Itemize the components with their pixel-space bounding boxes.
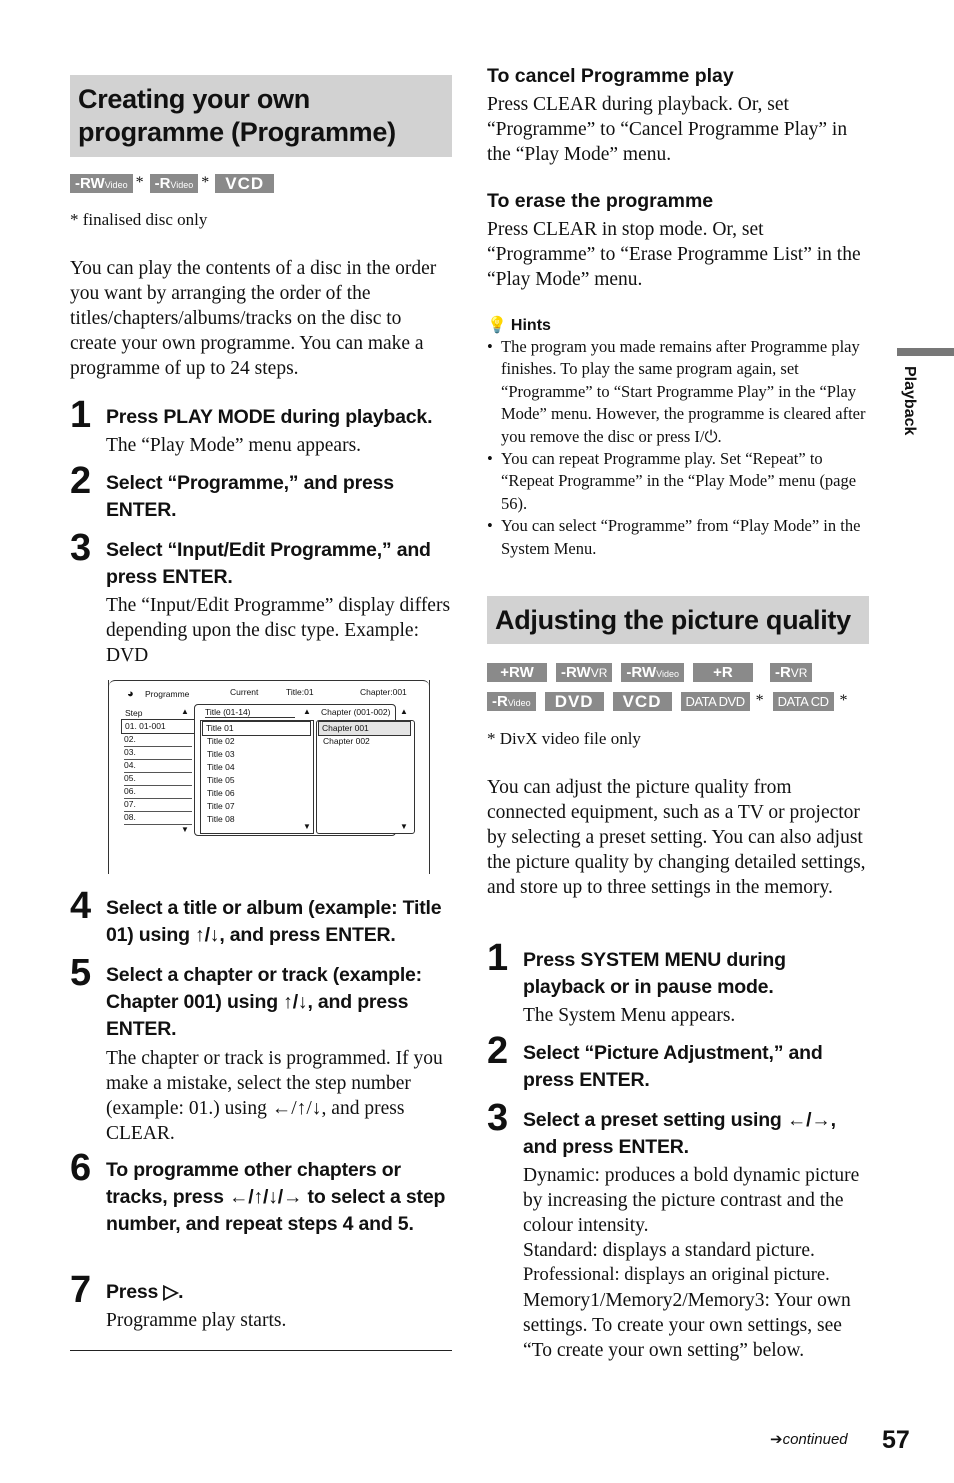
chapter-up-arrow-icon: ▲ <box>400 707 408 716</box>
step-number: 5 <box>70 952 92 994</box>
disc-badge-vcd: VCD <box>613 692 672 711</box>
step-item[interactable]: 03. <box>124 746 192 760</box>
preset-memory: Memory1/Memory2/Memory3: Your own settings. To create your own settings, see “To create your own setting” below. <box>523 1290 851 1361</box>
footnote-star: * <box>201 174 210 191</box>
disc-badges-programme <box>70 174 274 193</box>
disc-badge-r-vr: -R VR <box>770 663 813 682</box>
hint-item: • You can repeat Programme play. Set “Repeat” to “Repeat Programme” in the “Play Mode” menu (page 56). <box>487 448 867 515</box>
hints-list <box>487 336 867 560</box>
step-item[interactable]: 04. <box>124 759 192 773</box>
step-title: Select a chapter or track (example: Chapter 001) using ↑/↓, and press ENTER. <box>106 964 422 1040</box>
screen-current-chapter: Chapter:001 <box>360 687 407 697</box>
step-title: Press SYSTEM MENU during playback or in pause mode. <box>523 949 786 998</box>
disc-badge-rw-vr: -RW VR <box>556 663 612 682</box>
disc-badges-row2 <box>487 692 848 711</box>
footnote-star: * <box>135 174 144 191</box>
step-title: Select “Input/Edit Programme,” and press ENTER. <box>106 539 431 588</box>
chapter-item[interactable]: Chapter 002 <box>323 736 370 746</box>
title-item[interactable]: Title 08 <box>207 814 235 824</box>
cancel-programme-heading: To cancel Programme play <box>487 65 734 87</box>
step-body: The “Play Mode” menu appears. <box>106 435 362 456</box>
step-item-selected[interactable]: 01. 01-001 <box>121 719 196 734</box>
step-number: 1 <box>487 937 509 979</box>
preset-dynamic: Dynamic: produces a bold dynamic picture by increasing the picture contrast and the colour intensity. <box>523 1165 860 1236</box>
disc-badge-rw-video: -RW Video <box>621 663 684 682</box>
side-tab-label: Playback <box>901 366 918 436</box>
step-body: The chapter or track is programmed. If you make a mistake, select the step number (example: 01.) using ←/↑/↓, and press CLEAR. <box>106 1048 443 1144</box>
title-list-header: Title (01-14) <box>205 707 295 718</box>
step-item[interactable]: 08. <box>124 811 192 825</box>
step-number: 7 <box>70 1269 92 1311</box>
step-item[interactable]: 06. <box>124 785 192 799</box>
chapter-down-arrow-icon: ▼ <box>400 822 408 831</box>
step-down-arrow-icon: ▼ <box>181 825 189 834</box>
disc-badge-data-dvd: DATA DVD <box>681 692 750 711</box>
step-item[interactable]: 07. <box>124 798 192 812</box>
footnote-divx: * DivX video file only <box>487 729 641 748</box>
cancel-programme-text: Press CLEAR during playback. Or, set “Programme” to “Cancel Programme Play” in the “Play Mode” menu. <box>487 94 848 165</box>
title-item[interactable]: Title 03 <box>207 749 235 759</box>
preset-professional: Professional: displays an original picture. <box>523 1265 830 1285</box>
step-body: The System Menu appears. <box>523 1005 736 1026</box>
step-number: 2 <box>487 1030 509 1072</box>
footnote-star: * <box>839 692 848 709</box>
hint-item: • You can select “Programme” from “Play Mode” in the System Menu. <box>487 515 867 560</box>
screen-current-title: Title:01 <box>286 687 314 697</box>
step-body: The “Input/Edit Programme” display differs depending upon the disc type. Example: DVD <box>106 595 451 666</box>
preset-standard: Standard: displays a standard picture. <box>523 1240 815 1261</box>
column-end-rule <box>70 1350 452 1351</box>
step-number: 3 <box>70 527 92 569</box>
step-title: Select “Programme,” and press ENTER. <box>106 472 394 521</box>
disc-badge-plus-r: +R <box>693 663 753 682</box>
disc-badge-data-cd: DATA CD <box>773 692 834 711</box>
title-item[interactable]: Title 06 <box>207 788 235 798</box>
step-number: 4 <box>70 885 92 927</box>
programme-screen-illustration <box>108 680 430 874</box>
continued-indicator: ➔continued <box>770 1430 848 1448</box>
title-item[interactable]: Title 07 <box>207 801 235 811</box>
title-item[interactable]: Title 05 <box>207 775 235 785</box>
preset-descriptions <box>523 1163 869 1363</box>
step-title: To programme other chapters or tracks, press ←/↑/↓/→ to select a step number, and repeat steps 4 and 5. <box>106 1159 446 1235</box>
title-list-panel <box>194 704 408 836</box>
step-list <box>121 719 193 829</box>
hints-heading: 💡 Hints <box>487 315 551 334</box>
erase-programme-text: Press CLEAR in stop mode. Or, set “Programme” to “Erase Programme List” in the “Play Mode” menu. <box>487 219 861 290</box>
section-heading-picture-quality: Adjusting the picture quality <box>487 596 869 644</box>
arrow-right-icon: ➔ <box>770 1430 783 1448</box>
step-number: 2 <box>70 460 92 502</box>
title-item-selected[interactable]: Title 01 <box>202 721 311 736</box>
step-title: Select a preset setting using ←/→, and press ENTER. <box>523 1109 836 1158</box>
title-down-arrow-icon: ▼ <box>303 822 311 831</box>
step-number: 1 <box>70 394 92 436</box>
step-title: Select a title or album (example: Title 01) using ↑/↓, and press ENTER. <box>106 897 442 946</box>
title-item[interactable]: Title 02 <box>207 736 235 746</box>
erase-programme-heading: To erase the programme <box>487 190 714 212</box>
lightbulb-icon: 💡 <box>487 315 507 334</box>
side-tab-marker <box>897 348 954 356</box>
chapter-item-selected[interactable]: Chapter 001 <box>318 721 411 736</box>
step-item[interactable]: 02. <box>124 733 192 747</box>
disc-icon: ◕ <box>127 688 134 700</box>
step-number: 6 <box>70 1147 92 1189</box>
step-number: 3 <box>487 1097 509 1139</box>
footnote-finalised: * finalised disc only <box>70 210 208 229</box>
disc-badge-plus-rw: +RW <box>487 663 547 682</box>
disc-badge-rw-video: -RW Video <box>70 174 133 193</box>
step-body: Programme play starts. <box>106 1310 287 1331</box>
section-heading-programme: Creating your own programme (Programme) <box>70 75 452 157</box>
step-title: Select “Picture Adjustment,” and press ENTER. <box>523 1042 823 1091</box>
disc-badge-r-video: -R Video <box>487 692 536 711</box>
disc-badge-dvd: DVD <box>545 692 604 711</box>
chapter-list-header: Chapter (001-002) <box>321 707 391 717</box>
step-item[interactable]: 05. <box>124 772 192 786</box>
screen-frame <box>109 680 429 687</box>
step-up-arrow-icon: ▲ <box>181 707 189 716</box>
picture-quality-intro: You can adjust the picture quality from connected equipment, such as a TV or projector by selecting a preset setting. You can also adjust the picture quality by changing detailed settings, and store up to three settings in the memory. <box>487 777 866 898</box>
title-list <box>200 720 314 834</box>
chapter-list <box>316 720 415 834</box>
hint-item: • The program you made remains after Programme play finishes. To play the same program again, set “Programme” to “Start Programme Play” in the “Play Mode” menu. However, the programme is cleared after you remove the disc or press I/⏻. <box>487 336 867 448</box>
disc-badges-row1 <box>487 663 812 682</box>
disc-badge-vcd: VCD <box>215 174 274 193</box>
programme-intro: You can play the contents of a disc in the order you want by arranging the order of the titles/chapters/albums/tracks on the disc to create your own programme. You can make a programme of up to 24 steps. <box>70 258 437 379</box>
screen-title: Programme <box>145 689 190 699</box>
step-title: Press ▷. <box>106 1281 184 1303</box>
title-item[interactable]: Title 04 <box>207 762 235 772</box>
title-up-arrow-icon: ▲ <box>303 707 311 716</box>
step-column-label: Step <box>125 708 143 718</box>
screen-current-label: Current <box>230 687 259 697</box>
step-title: Press PLAY MODE during playback. <box>106 406 433 428</box>
footnote-star: * <box>755 692 764 709</box>
disc-badge-r-video: -R Video <box>150 174 199 193</box>
page-number: 57 <box>882 1426 910 1454</box>
